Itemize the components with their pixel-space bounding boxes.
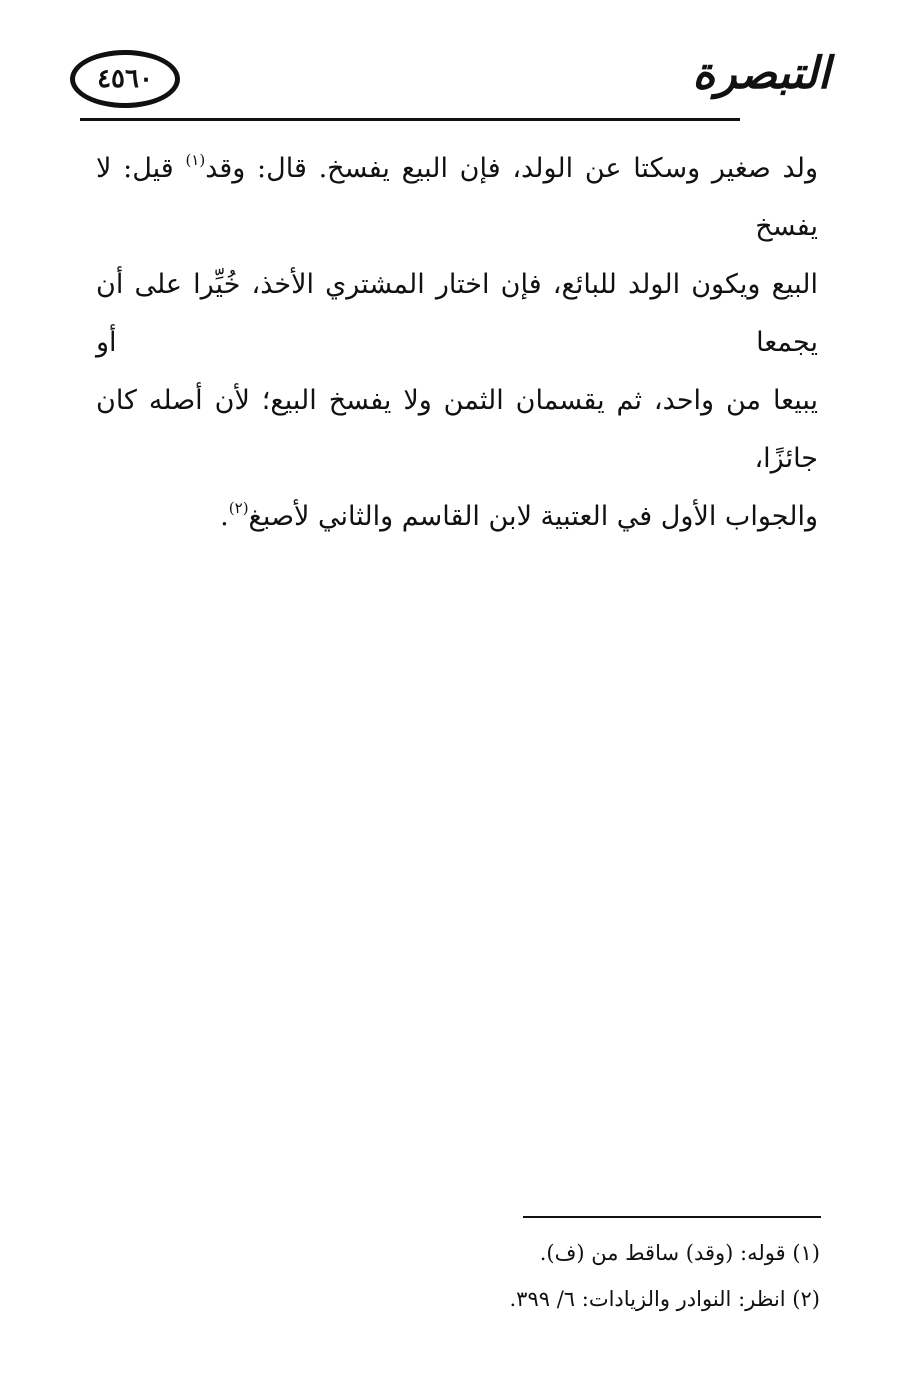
footnote-item: (٢) انظر: النوادر والزيادات: ٦/ ٣٩٩. [509,1287,820,1311]
text-line [96,140,818,256]
text-line-part: ولد صغير وسكتا عن الولد، فإن البيع يفسخ. قال: وقد [205,153,818,184]
footnote-separator [523,1216,821,1218]
page-number: ٤٥٦٠ [70,50,180,108]
text-line-part: والجواب الأول في العتبية لابن القاسم والثاني لأصبغ [248,501,818,532]
footnotes [320,1230,820,1322]
page-header [70,50,830,125]
text-line: البيع ويكون الولد للبائع، فإن اختار المشتري الأخذ، خُيِّرا على أن يجمعا أو [96,269,818,358]
text-line-part: . [220,501,229,532]
text-line: يبيعا من واحد، ثم يقسمان الثمن ولا يفسخ البيع؛ لأن أصله كان جائزًا، [96,385,819,474]
text-line [96,488,818,546]
text-line-part: قيل: لا يفسخ [96,153,818,242]
footnote-item: (١) قوله: (وقد) ساقط من (ف). [539,1241,820,1265]
main-text [96,140,818,546]
footnote-ref: (١) [185,151,206,169]
header-rule [80,118,740,121]
book-title: التبصرة [692,48,830,99]
footnote-ref: (٢) [228,499,249,517]
